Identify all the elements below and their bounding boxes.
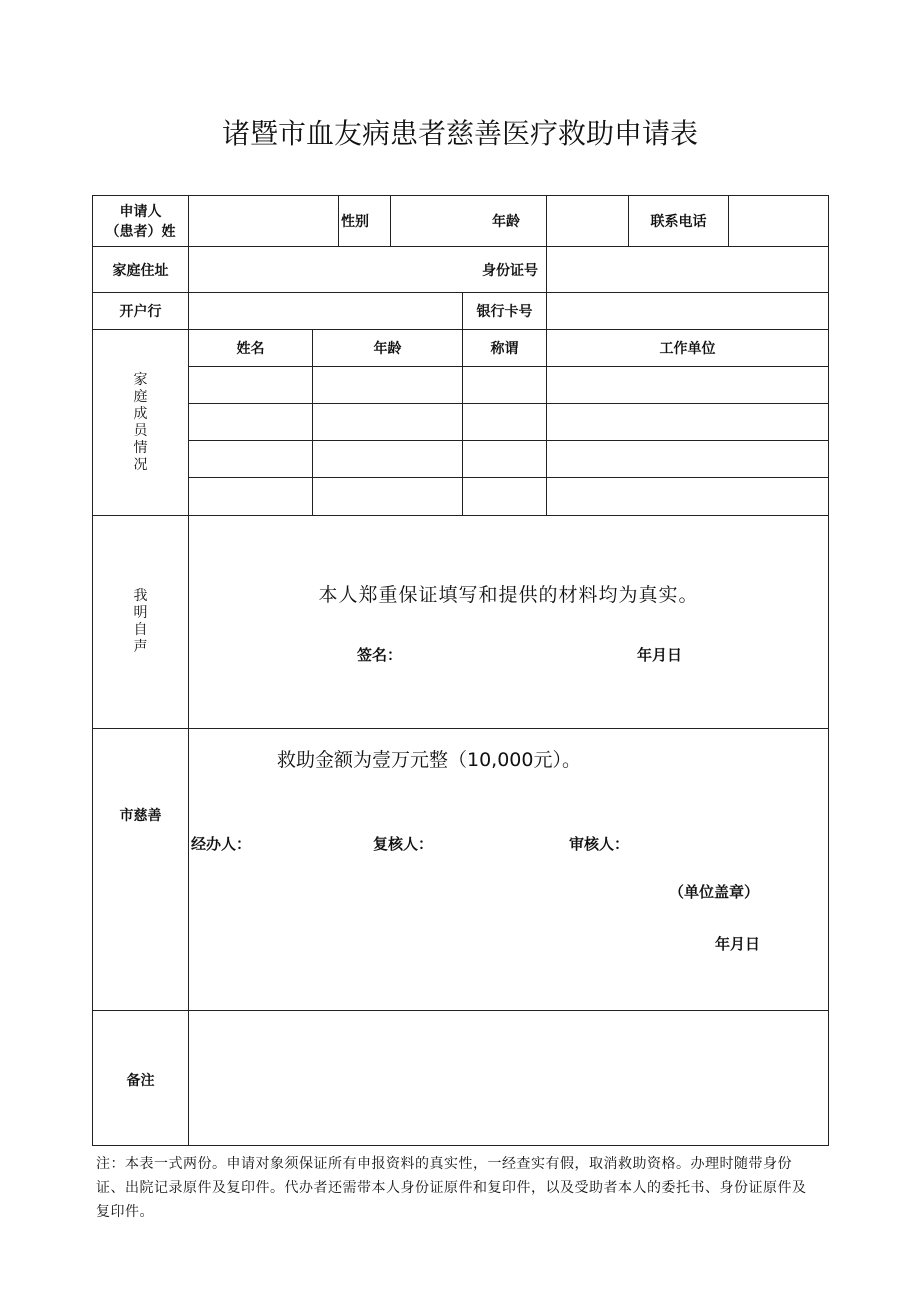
family-work-cell[interactable] xyxy=(547,367,829,404)
reviewer-label: 复核人： xyxy=(373,834,434,853)
remarks-row xyxy=(93,1010,829,1145)
family-relation-cell[interactable] xyxy=(463,404,547,441)
family-work-cell[interactable] xyxy=(547,404,829,441)
family-relation-cell[interactable] xyxy=(463,367,547,404)
remarks-field[interactable] xyxy=(189,1010,829,1145)
address-label: 家庭住址 xyxy=(93,247,189,293)
charity-row xyxy=(93,728,829,1010)
footnote: 注：本表一式两份。申请对象须保证所有申报资料的真实性，一经查实有假，取消救助资格。办理时随带身份证、出院记录原件及复印件。代办者还需带本人身份证原件和复印件，以及受助者本人的委托书、身份证原件及复印件。 xyxy=(96,1156,807,1220)
applicant-name-label: 申请人 （患者）姓 xyxy=(93,196,189,247)
family-work-header: 工作单位 xyxy=(547,330,829,367)
seal-label: （单位盖章） xyxy=(669,882,760,901)
id-number-field[interactable] xyxy=(547,247,829,293)
id-number-label: 身份证号 xyxy=(189,247,547,293)
family-name-cell[interactable] xyxy=(189,367,313,404)
charity-date-label: 年月日 xyxy=(715,934,761,953)
family-relation-cell[interactable] xyxy=(463,441,547,478)
phone-label: 联系电话 xyxy=(629,196,729,247)
family-work-cell[interactable] xyxy=(547,478,829,516)
family-name-cell[interactable] xyxy=(189,441,313,478)
application-form-table xyxy=(92,195,829,1146)
age-label: 年龄 xyxy=(391,196,547,247)
remarks-label: 备注 xyxy=(93,1010,189,1145)
aid-amount-text: 救助金额为壹万元整（10,000元）。 xyxy=(277,748,581,771)
age-field[interactable] xyxy=(547,196,629,247)
family-section-label: 家 庭 成 员 情 况 xyxy=(93,330,189,516)
charity-content xyxy=(189,728,829,1010)
family-work-cell[interactable] xyxy=(547,441,829,478)
declaration-statement: 本人郑重保证填写和提供的材料均为真实。 xyxy=(318,584,699,607)
family-age-cell[interactable] xyxy=(313,478,463,516)
declaration-row xyxy=(93,516,829,728)
family-row xyxy=(93,404,829,441)
family-age-cell[interactable] xyxy=(313,367,463,404)
family-name-header: 姓名 xyxy=(189,330,313,367)
family-age-cell[interactable] xyxy=(313,441,463,478)
applicant-row xyxy=(93,196,829,247)
declaration-date-label: 年月日 xyxy=(637,646,683,665)
signature-label: 签名： xyxy=(357,646,403,665)
family-row xyxy=(93,478,829,516)
family-row xyxy=(93,367,829,404)
card-number-field[interactable] xyxy=(547,293,829,330)
family-name-cell[interactable] xyxy=(189,478,313,516)
family-header-row xyxy=(93,330,829,367)
address-row xyxy=(93,247,829,293)
bank-field[interactable] xyxy=(189,293,463,330)
bank-label: 开户行 xyxy=(93,293,189,330)
family-name-cell[interactable] xyxy=(189,404,313,441)
form-title: 诸暨市血友病患者慈善医疗救助申请表 xyxy=(221,117,698,150)
auditor-label: 审核人： xyxy=(569,834,630,853)
family-relation-cell[interactable] xyxy=(463,478,547,516)
declaration-content xyxy=(189,516,829,728)
phone-field[interactable] xyxy=(729,196,829,247)
declaration-section-label: 我 明 自 声 xyxy=(93,516,189,728)
family-age-header: 年龄 xyxy=(313,330,463,367)
gender-label: 性别 xyxy=(339,196,391,247)
family-relation-header: 称谓 xyxy=(463,330,547,367)
applicant-name-field[interactable] xyxy=(189,196,339,247)
bank-row xyxy=(93,293,829,330)
family-age-cell[interactable] xyxy=(313,404,463,441)
charity-section-label: 市慈善 xyxy=(93,728,189,1010)
family-row xyxy=(93,441,829,478)
handler-label: 经办人： xyxy=(191,834,252,853)
card-number-label: 银行卡号 xyxy=(463,293,547,330)
